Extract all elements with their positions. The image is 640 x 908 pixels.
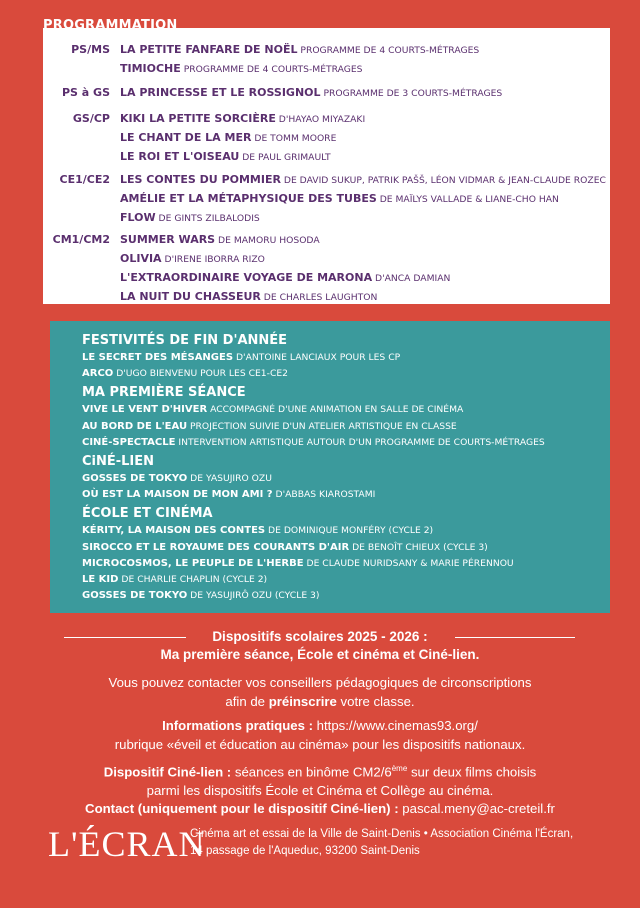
event-title: OÙ EST LA MAISON DE MON AMI ?	[82, 489, 273, 501]
programme-row-psms	[48, 41, 608, 79]
film-line	[120, 84, 608, 103]
event-line	[82, 540, 602, 556]
cinelien-line2: parmi les dispositifs École et Cinéma et Collège au cinéma.	[146, 782, 494, 798]
event-line	[82, 556, 602, 572]
contact-text: votre classe.	[336, 693, 415, 709]
film-detail: D'ANCA DAMIAN	[372, 273, 451, 284]
event-detail: ACCOMPAGNÉ D'UNE ANIMATION EN SALLE DE CINÉMA	[207, 404, 464, 416]
section-heading-cine-lien: CiNÉ-LIEN	[82, 454, 155, 470]
contact-label: Contact (uniquement pour le dispositif Ciné-lien) :	[85, 801, 399, 817]
event-title: SIROCCO ET LE ROYAUME DES COURANTS D'AIR	[82, 541, 350, 553]
film-detail: DE GINTS ZILBALODIS	[155, 213, 260, 224]
film-title: LA PETITE FANFARE DE NOËL	[120, 43, 298, 56]
contact-email-line	[0, 800, 640, 819]
event-line	[82, 350, 602, 366]
event-title: LE KID	[82, 574, 119, 586]
contact-line2	[0, 693, 640, 712]
film-detail: DE TOMM MOORE	[251, 133, 337, 144]
programme-row-psgs	[48, 84, 608, 103]
programme-row-ce1ce2	[48, 171, 608, 228]
divider-right	[455, 637, 575, 638]
film-title: LA NUIT DU CHASSEUR	[120, 290, 261, 303]
practical-line1	[0, 717, 640, 736]
level-label: CM1/CM2	[52, 233, 110, 246]
film-title: KIKI LA PETITE SORCIÈRE	[120, 112, 276, 125]
practical-label: Informations pratiques :	[162, 718, 313, 733]
film-line	[120, 231, 608, 250]
event-detail: DE YASUJIRO OZU	[187, 473, 272, 485]
programme-row-cm1cm2	[48, 231, 608, 307]
film-detail: DE MAMORU HOSODA	[215, 235, 320, 246]
event-detail: DE CLAUDE NURIDSANY & MARIE PÉRENNOU	[303, 557, 514, 569]
film-title: OLIVIA	[120, 252, 162, 265]
film-detail: D'IRENE IBORRA RIZO	[161, 254, 265, 265]
film-line	[120, 269, 608, 288]
event-title: GOSSES DE TOKYO	[82, 473, 188, 485]
film-line	[120, 110, 608, 129]
events-content	[82, 330, 602, 604]
footer-address	[190, 826, 573, 860]
event-line	[82, 366, 602, 382]
preinscrire-text: préinscrire	[268, 693, 337, 709]
cinelien-text: sur deux films choisis	[407, 764, 537, 780]
film-line	[120, 171, 608, 190]
film-title: LES CONTES DU POMMIER	[120, 173, 281, 186]
film-line	[120, 209, 608, 228]
dispositifs-heading-line1: Dispositifs scolaires 2025 - 2026 :	[212, 629, 428, 644]
event-line	[82, 588, 602, 604]
event-line	[82, 471, 602, 487]
film-detail: PROGRAMME DE 4 COURTS-MÉTRAGES	[180, 64, 363, 75]
film-title: FLOW	[120, 211, 156, 224]
event-line	[82, 419, 602, 435]
event-title: VIVE LE VENT D'HIVER	[82, 404, 208, 416]
section-heading-festivites: FESTIVITÉS DE FIN D'ANNÉE	[82, 333, 288, 348]
dispositifs-heading	[0, 628, 640, 664]
event-detail: PROJECTION SUIVIE D'UN ATELIER ARTISTIQUE EN CLASSE	[187, 420, 457, 432]
film-detail: DE DAVID SUKUP, PATRIK PAŠŠ, LÉON VIDMAR & JEAN-CLAUDE ROZEC	[280, 175, 606, 186]
practical-line2: rubrique «éveil et éducation au cinéma» pour les dispositifs nationaux.	[114, 736, 526, 752]
programme-title: PROGRAMMATION	[43, 18, 178, 33]
event-title: AU BORD DE L'EAU	[82, 420, 188, 432]
level-label: PS/MS	[71, 43, 110, 56]
film-line	[120, 60, 608, 79]
level-label: PS à GS	[61, 86, 110, 99]
event-detail: D'UGO BIENVENU POUR LES CE1-CE2	[113, 368, 289, 380]
film-title: TIMIOCHE	[120, 62, 181, 75]
film-title: LE ROI ET L'OISEAU	[120, 150, 240, 163]
film-detail: DE CHARLES LAUGHTON	[260, 292, 378, 303]
contact-text: afin de	[225, 693, 269, 709]
contact-email[interactable]: pascal.meny@ac-creteil.fr	[398, 801, 555, 817]
event-detail: DE DOMINIQUE MONFÉRY (CYCLE 2)	[265, 525, 434, 537]
event-title: ARCO	[82, 368, 114, 380]
event-line	[82, 572, 602, 588]
event-title: GOSSES DE TOKYO	[82, 590, 188, 602]
film-line	[120, 190, 608, 209]
event-title: CINÉ-SPECTACLE	[82, 436, 176, 448]
event-title: LE SECRET DES MÉSANGES	[82, 352, 234, 363]
event-line	[82, 487, 602, 503]
event-detail: D'ANTOINE LANCIAUX POUR LES CP	[233, 352, 401, 363]
film-line	[120, 250, 608, 269]
film-detail: DE MAÏLYS VALLADE & LIANE-CHO HAN	[376, 194, 559, 205]
film-title: SUMMER WARS	[120, 233, 216, 246]
cinelien-line1	[0, 760, 640, 782]
event-line	[82, 435, 602, 451]
film-detail: D'HAYAO MIYAZAKI	[275, 114, 366, 125]
event-line	[82, 523, 602, 539]
film-detail: PROGRAMME DE 3 COURTS-MÉTRAGES	[320, 88, 503, 99]
film-line	[120, 129, 608, 148]
film-title: LE CHANT DE LA MER	[120, 131, 252, 144]
film-line	[120, 41, 608, 60]
dispositifs-heading-line2: Ma première séance, École et cinéma et Ciné-lien.	[160, 647, 480, 662]
film-line	[120, 288, 608, 307]
film-detail: PROGRAMME DE 4 COURTS-MÉTRAGES	[297, 45, 480, 56]
event-line	[82, 402, 602, 418]
event-detail: DE YASUJIRÔ OZU (CYCLE 3)	[187, 590, 320, 602]
film-title: AMÉLIE ET LA MÉTAPHYSIQUE DES TUBES	[120, 192, 377, 205]
footer-line1: Cinéma art et essai de la Ville de Saint-Denis • Association Cinéma l'Écran,	[190, 828, 574, 840]
contact-line1: Vous pouvez contacter vos conseillers pédagogiques de circonscriptions	[108, 675, 532, 690]
footer-line2: 14 passage de l'Aqueduc, 93200 Saint-Denis	[190, 845, 420, 857]
section-heading-ecole-cinema: ÉCOLE ET CINÉMA	[82, 506, 213, 522]
film-title: L'EXTRAORDINAIRE VOYAGE DE MARONA	[120, 271, 373, 284]
divider-left	[64, 637, 186, 638]
event-detail: DE CHARLIE CHAPLIN (CYCLE 2)	[118, 574, 268, 586]
programme-row-gscp	[48, 110, 608, 167]
film-line	[120, 148, 608, 167]
section-heading-premiere-seance: MA PREMIÈRE SÉANCE	[82, 385, 246, 401]
event-detail: D'ABBAS KIAROSTAMI	[272, 489, 376, 501]
film-title: LA PRINCESSE ET LE ROSSIGNOL	[120, 86, 321, 99]
event-detail: INTERVENTION ARTISTIQUE AUTOUR D'UN PROGRAMME DE COURTS-MÉTRAGES	[175, 436, 545, 448]
lecran-logo: L'ÉCRAN	[48, 824, 206, 864]
film-detail: DE PAUL GRIMAULT	[239, 152, 331, 163]
info-section	[0, 628, 640, 819]
event-detail: DE BENOÎT CHIEUX (CYCLE 3)	[349, 541, 488, 553]
cinelien-sup: ème	[391, 764, 408, 773]
cinelien-text: séances en binôme CM2/6	[231, 764, 392, 780]
practical-url[interactable]: https://www.cinemas93.org/	[313, 718, 478, 733]
cinelien-label: Dispositif Ciné-lien :	[103, 764, 232, 780]
level-label: GS/CP	[72, 112, 110, 125]
level-label: CE1/CE2	[59, 173, 110, 186]
event-title: KÉRITY, LA MAISON DES CONTES	[82, 525, 266, 537]
event-title: MICROCOSMOS, LE PEUPLE DE L'HERBE	[82, 557, 304, 569]
